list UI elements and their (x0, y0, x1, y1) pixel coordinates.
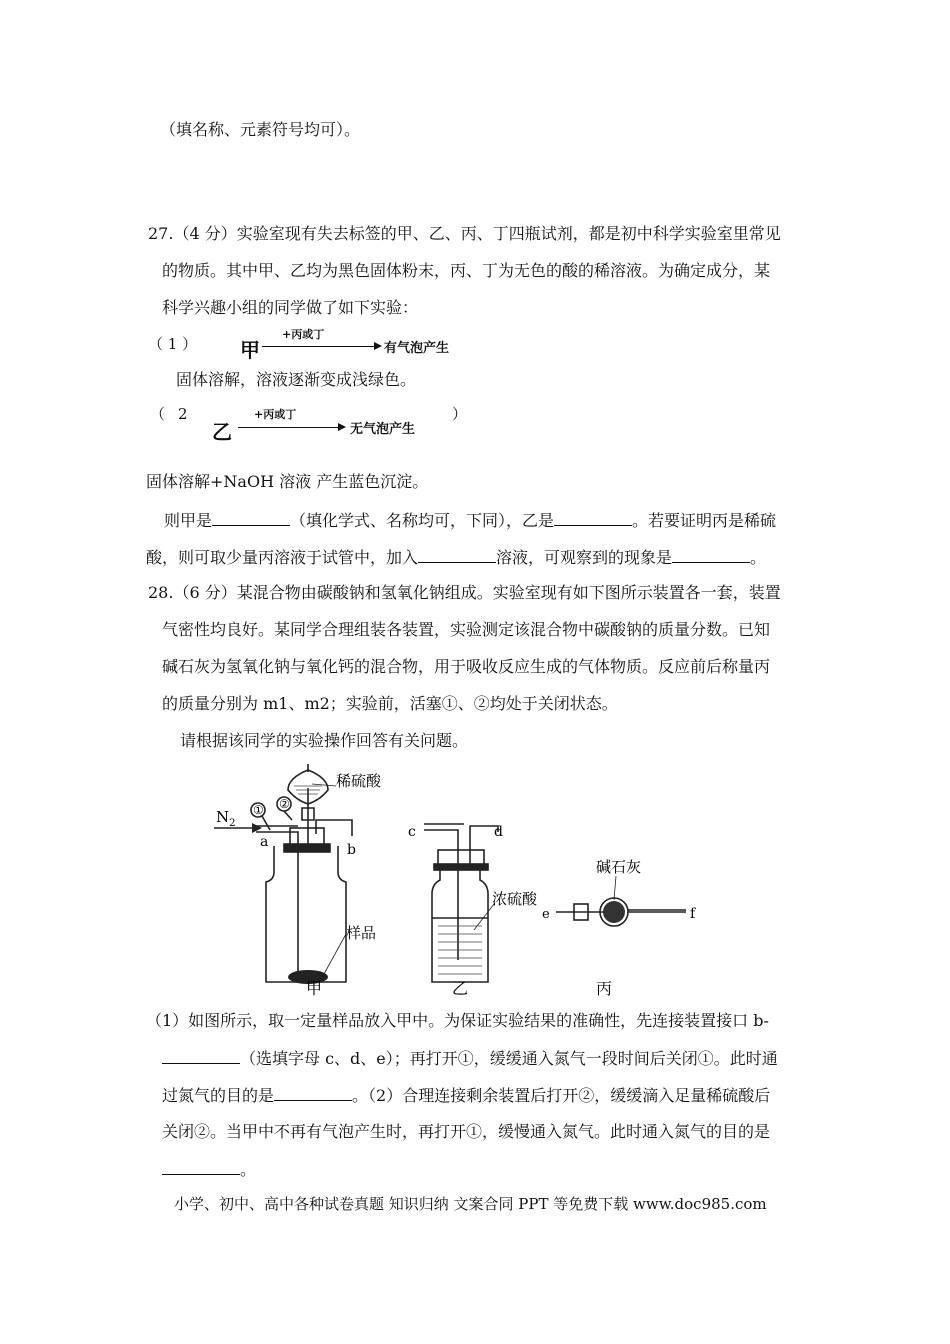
q28-line2: 气密性均良好。某同学合理组装各装置，实验测定该混合物中碳酸钠的质量分数。已知 (162, 620, 771, 639)
q28-text: （选填字母 c、d、e）；再打开①，缓缓通入氮气一段时间后关闭①。此时通 (240, 1049, 778, 1068)
label-port-b: b (347, 842, 356, 858)
q27-text: 溶液，可观察到的现象是 (496, 548, 673, 567)
answer-blank[interactable] (274, 1085, 352, 1101)
answer-blank[interactable] (672, 547, 750, 563)
label-sample: 样品 (346, 924, 377, 942)
answer-blank[interactable] (212, 510, 290, 526)
label-jia: 甲 (306, 979, 323, 996)
q28-line3: 碱石灰为氢氧化钠与氧化钙的混合物，用于吸收反应生成的气体物质。反应前后称量丙 (162, 657, 771, 676)
q28-part1-c (162, 1085, 770, 1106)
reactant-yi: 乙 (212, 420, 232, 444)
q27-line1: 27.（4 分）实验室现有失去标签的甲、乙、丙、丁四瓶试剂，都是初中科学实验室里常见 (148, 224, 781, 243)
label-port-f: f (690, 906, 696, 922)
label-valve-1: ① (253, 803, 264, 817)
q28-line4: 的质量分别为 m1、m2；实验前，活塞①、②均处于关闭状态。 (162, 694, 618, 713)
label-soda-lime: 碱石灰 (596, 858, 642, 876)
q27-question-b (146, 547, 766, 568)
q27-text: 。若要证明丙是稀硫 (632, 511, 777, 530)
label-port-e: e (542, 907, 550, 922)
q27-question-a (164, 510, 776, 531)
q28-line1: 28.（6 分）某混合物由碳酸钠和氢氧化钠组成。实验室现有如下图所示装置各一套，装置 (148, 583, 781, 602)
label-n2 (216, 808, 236, 829)
label-port-c: c (408, 824, 416, 840)
q27-text: 酸，则可取少量丙溶液于试管中，加入 (146, 548, 419, 567)
label-n2-main: N (216, 808, 230, 826)
exp2-label-close: ） (452, 405, 468, 423)
label-n2-sub: 2 (229, 818, 236, 829)
reaction-arrow-2 (238, 427, 344, 428)
label-dilute-acid: 稀硫酸 (336, 772, 382, 790)
label-conc-acid: 浓硫酸 (492, 890, 538, 908)
exp2-label-open: （ (150, 405, 166, 423)
reaction-arrow-1 (262, 346, 380, 347)
exp1-note: 固体溶解，溶液逐渐变成浅绿色。 (176, 370, 417, 389)
q28-part1-a: （1）如图所示，取一定量样品放入甲中。为保证实验结果的准确性，先连接装置接口 b- (146, 1011, 769, 1030)
q27-text: 则甲是 (164, 511, 213, 530)
answer-blank[interactable] (162, 1048, 240, 1064)
reaction-scheme-2 (212, 406, 442, 444)
label-bing: 丙 (596, 979, 613, 996)
q28-text: 。 (240, 1160, 257, 1179)
q27-text: 。 (750, 548, 767, 567)
q27-line2: 的物质。其中甲、乙均为黑色固体粉末，丙、丁为无色的酸的稀溶液。为确定成分，某 (162, 261, 771, 280)
product-2: 无气泡产生 (350, 422, 416, 437)
q27-line3: 科学兴趣小组的同学做了如下实验： (162, 298, 419, 317)
q28-text: 过氮气的目的是 (162, 1086, 275, 1105)
condition-2: +丙或丁 (254, 408, 297, 421)
fill-note: （填名称、元素符号均可）。 (160, 120, 361, 139)
reaction-scheme-1 (240, 326, 470, 360)
label-port-d: d (494, 824, 503, 840)
q28-part1-b (162, 1048, 778, 1069)
answer-blank[interactable] (162, 1159, 240, 1175)
apparatus-figure (212, 764, 712, 996)
q28-text: 。（2）合理连接剩余装置后打开②，缓缓滴入足量稀硫酸后 (352, 1086, 771, 1105)
exp2-label-num: 2 (178, 405, 188, 423)
q28-part2-b (162, 1159, 256, 1180)
answer-blank[interactable] (418, 547, 496, 563)
q27-text: （填化学式、名称均可，下同），乙是 (290, 511, 555, 530)
label-yi: 乙 (452, 979, 469, 996)
exp1-label: （ 1 ） (148, 335, 198, 353)
q28-line5: 请根据该同学的实验操作回答有关问题。 (180, 731, 469, 750)
answer-blank[interactable] (554, 510, 632, 526)
condition-1: +丙或丁 (282, 328, 325, 341)
product-1: 有气泡产生 (384, 341, 450, 356)
q28-part2-a: 关闭②。当甲中不再有气泡产生时，再打开①，缓慢通入氮气。此时通入氮气的目的是 (162, 1122, 771, 1141)
exp2-note: 固体溶解+NaOH 溶液 产生蓝色沉淀。 (146, 472, 429, 491)
reactant-jia: 甲 (240, 338, 260, 362)
page-footer: 小学、初中、高中各种试卷真题 知识归纳 文案合同 PPT 等免费下载 www.doc985.com (174, 1195, 767, 1213)
label-port-a: a (260, 834, 269, 850)
label-valve-2: ② (279, 797, 290, 811)
